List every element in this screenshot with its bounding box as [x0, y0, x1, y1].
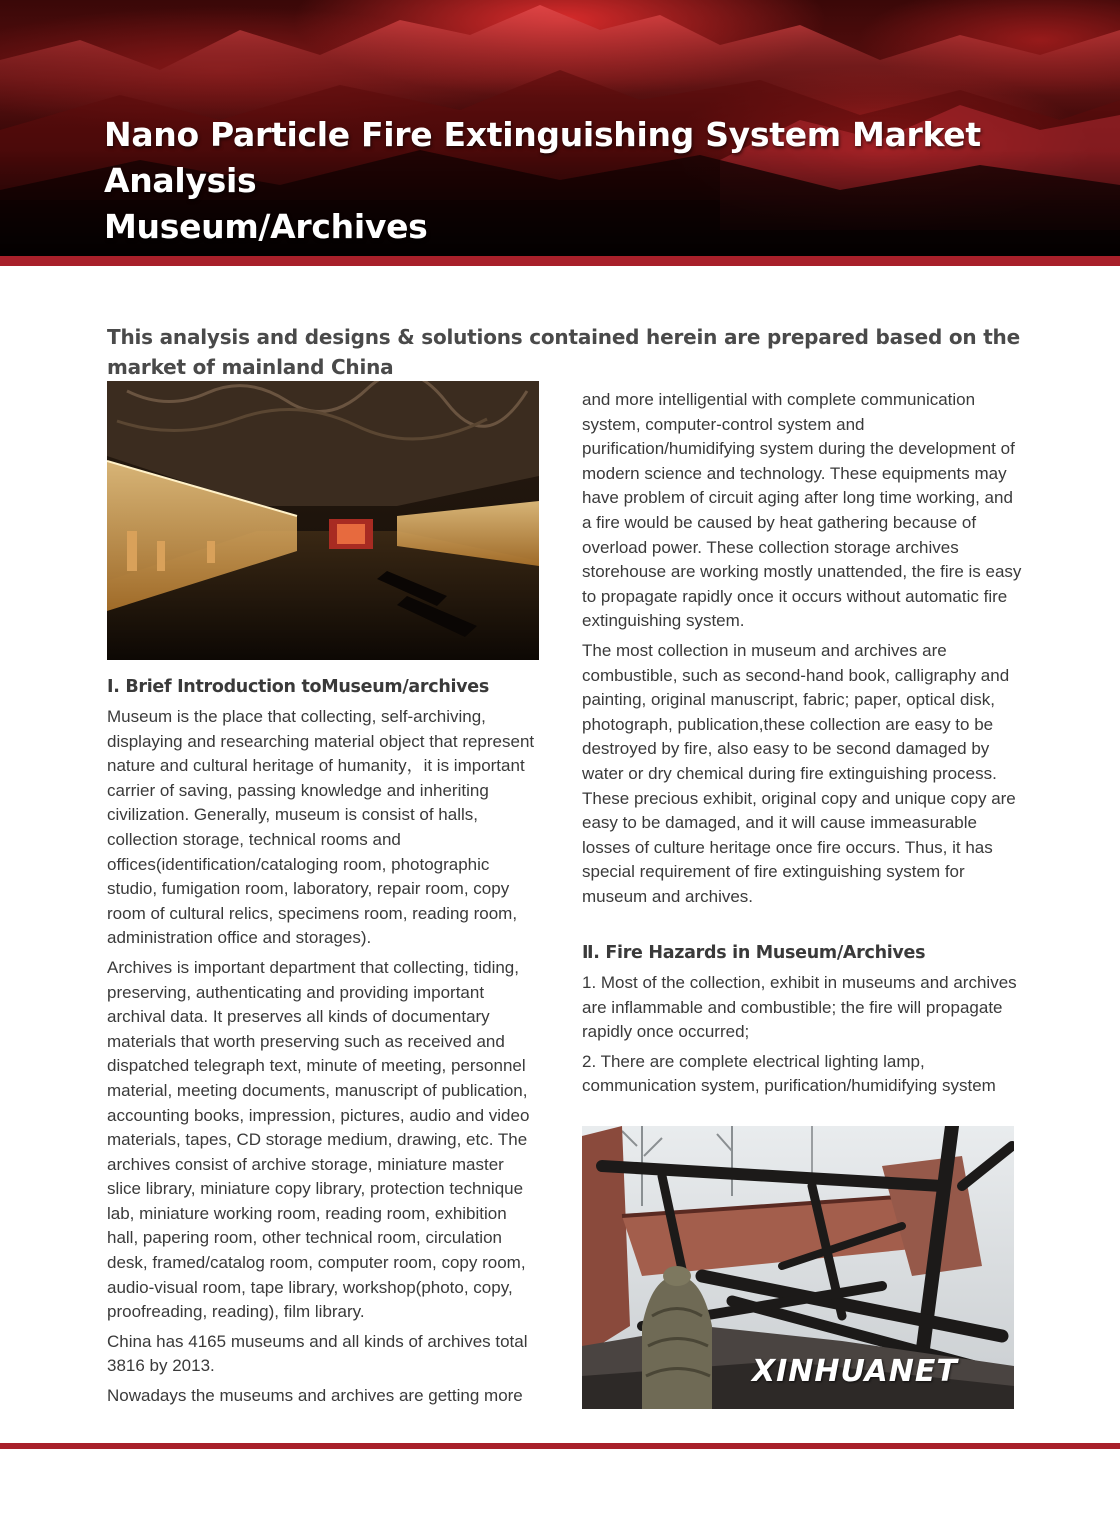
burned-building-photo	[582, 1126, 1014, 1409]
left-column	[107, 675, 539, 1414]
intelligence-paragraph-continued: and more intelligential with complete communication system, computer-control system and purification/humidifying system during the development of modern science and technology. These equipments may have problem of circuit aging after long time working, and a fire would be caused by heat gathering because of overload power. These collection storage archives storehouse are working mostly unattended, the fire is easy to propagate rapidly once it occurs without automatic fire extinguishing system.	[582, 390, 1022, 631]
museum-paragraph: Museum is the place that collecting, self-archiving, displaying and researching material object that represent nature and cultural heritage of humanity，it is important carrier of saving, passing knowledge and inheriting civilization. Generally, museum is consist of halls, collection storage, technical rooms and offices(identification/cataloging room, photographic studio, fumigation room, laboratory, repair room, copy room of cultural relics, specimens room, reading room, administration office and storages).	[107, 707, 535, 948]
museum-hall-photo	[107, 381, 539, 660]
page-title	[104, 112, 1120, 250]
title-line-2: Museum/Archives	[104, 207, 428, 246]
title-line-1: Nano Particle Fire Extinguishing System Market Analysis	[104, 115, 981, 200]
statistics-paragraph: China has 4165 museums and all kinds of archives total 3816 by 2013.	[107, 1331, 528, 1376]
intro-statement: This analysis and designs & solutions contained herein are prepared based on the market of mainland China	[107, 325, 1020, 379]
header-divider	[0, 256, 1120, 266]
photo-watermark: XINHUANET	[752, 1354, 958, 1389]
hazard-item-1: 1. Most of the collection, exhibit in museums and archives are inflammable and combustible; the fire will propagate rapidly once occurred;	[582, 973, 1017, 1042]
section-1-heading: Ⅰ. Brief Introduction toMuseum/archives	[107, 677, 489, 697]
hazard-item-2: 2. There are complete electrical lighting lamp, communication system, purification/humidifying system	[582, 1051, 996, 1096]
combustible-collection-paragraph: The most collection in museum and archives are combustible, such as second-hand book, calligraphy and painting, original manuscript, fabric; paper, optical disk, photograph, publication,these collection are easy to be destroyed by fire, also easy to be second damaged by water or dry chemical during fire extinguishing process. These precious exhibit, original copy and unique copy are easy to be damaged, and it will cause immeasurable losses of culture heritage once fire occurs. Thus, it has special requirement of fire extinguishing system for museum and archives.	[582, 640, 1016, 906]
archives-paragraph: Archives is important department that collecting, tiding, preserving, authenticating and providing important archival data. It preserves all kinds of documentary materials that worth preserving such as received and dispatched telegraph text, minute of meeting, personnel material, meeting documents, manuscript of publication, accounting books, impression, pictures, audio and video materials, tapes, CD storage medium, drawing, etc. The archives consist of archive storage, miniature master slice library, miniature copy library, protection technique lab, miniature working room, reading room, exhibition hall, papering room, other technical room, circulation desk, framed/catalog room, computer room, copy room, audio-visual room, tape library, workshop(photo, copy, proofreading, reading), film library.	[107, 957, 530, 1322]
footer-divider	[0, 1443, 1120, 1449]
section-2-heading: Ⅱ. Fire Hazards in Museum/Archives	[582, 943, 926, 963]
right-column-continued	[582, 388, 1022, 914]
header-banner	[0, 0, 1120, 256]
fire-hazards-section	[582, 941, 1022, 1104]
intelligence-paragraph-start: Nowadays the museums and archives are getting more	[107, 1386, 523, 1406]
